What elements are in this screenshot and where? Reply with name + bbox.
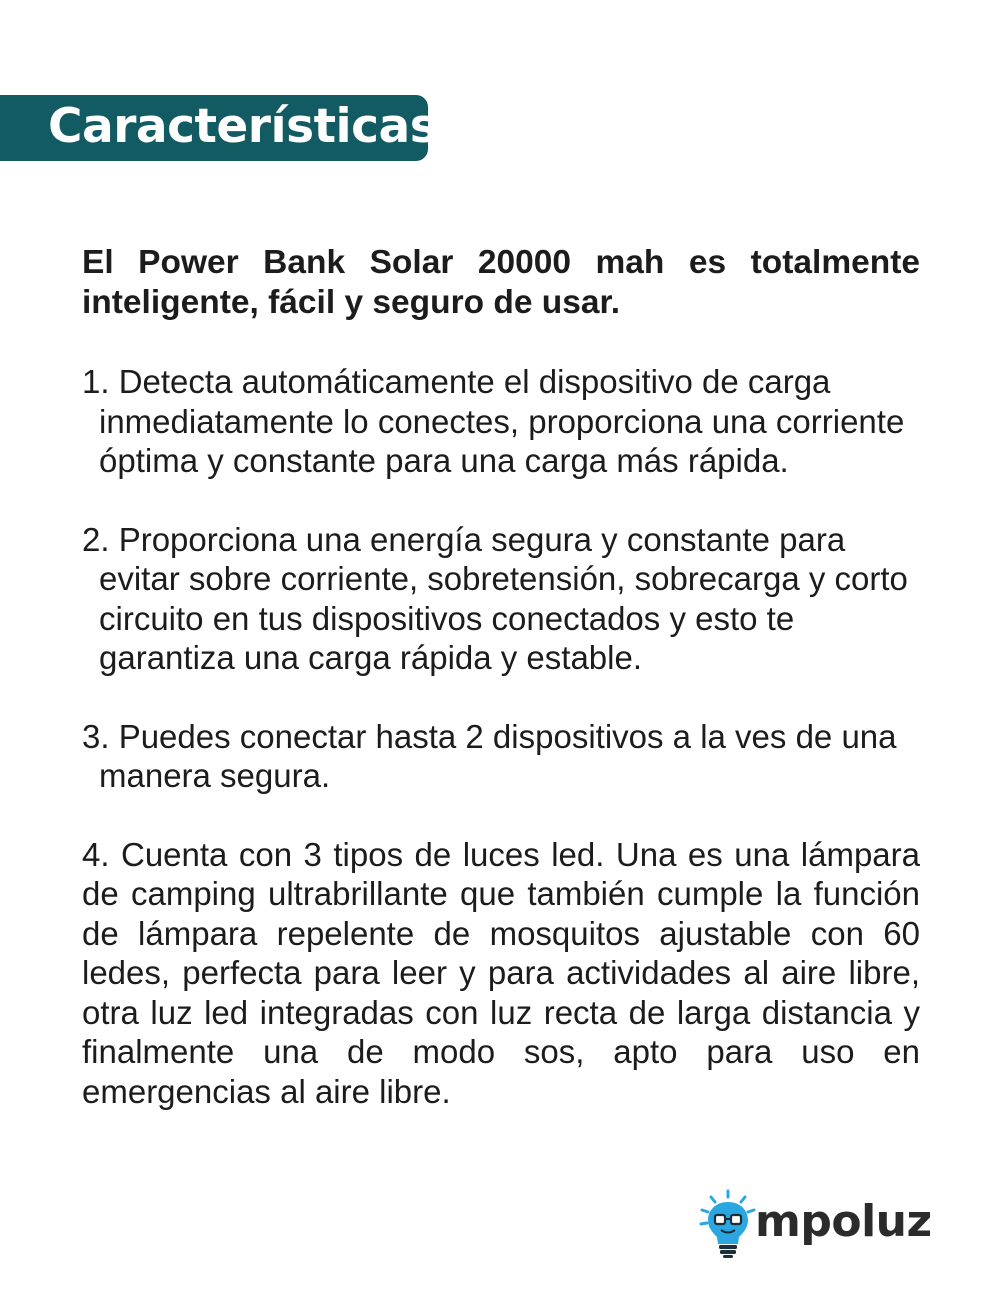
brand-logo (697, 1188, 937, 1260)
lightbulb-icon (697, 1188, 759, 1260)
section-title: Características (48, 99, 438, 154)
feature-content (82, 243, 920, 1111)
feature-item-1: 1. Detecta automáticamente el dispositivo de carga inmediatamente lo conectes, proporciona una corriente óptima y constante para una carga más rápida. (82, 363, 905, 479)
intro-paragraph: El Power Bank Solar 20000 mah es totalmente inteligente, fácil y seguro de usar. (82, 244, 920, 321)
feature-item-3: 3. Puedes conectar hasta 2 dispositivos a la ves de una manera segura. (82, 717, 897, 794)
section-banner (0, 95, 438, 161)
feature-item-4: 4. Cuenta con 3 tipos de luces led. Una es una lámpara de camping ultrabrillante que también cumple la función de lámpara repelente de mosquitos ajustable con 60 ledes, perfecta para leer y para actividades al aire libre, otra luz led integradas con luz recta de larga distancia y finalmente una de modo sos, apto para uso en emergencias al aire libre. (82, 835, 920, 1110)
brand-name: mpoluz (755, 1196, 932, 1247)
feature-item-2: 2. Proporciona una energía segura y constante para evitar sobre corriente, sobretensión, sobrecarga y corto circuito en tus dispositivos conectados y esto te garantiza una carga rápida y estable. (82, 520, 908, 676)
